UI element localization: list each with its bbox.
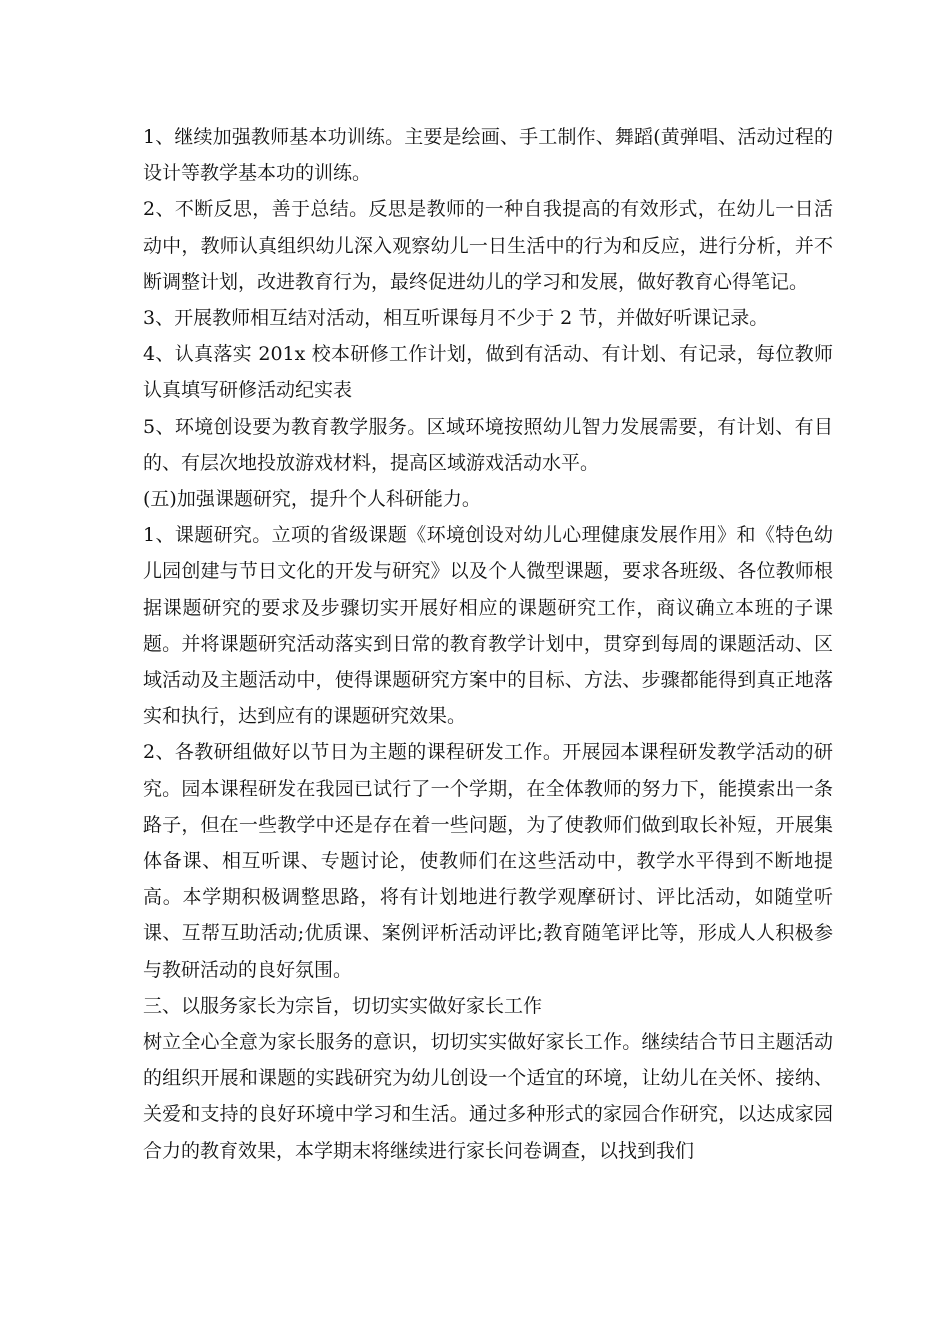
- section-heading-research: (五)加强课题研究，提升个人科研能力。: [143, 488, 481, 511]
- paragraph-school-research-plan: 4、认真落实 201x 校本研修工作计划，做到有活动、有计划、有记录，每位教师认真填写研修活动纪实表: [143, 343, 833, 402]
- paragraph-teacher-skills-training: 1、继续加强教师基本功训练。主要是绘画、手工制作、舞蹈(黄弹唱、活动过程的设计等教学基本功的训练。: [143, 126, 833, 185]
- paragraph-parent-work: 树立全心全意为家长服务的意识，切切实实做好家长工作。继续结合节日主题活动的组织开展和课题的实践研究为幼儿创设一个适宜的环境，让幼儿在关怀、接纳、关爱和支持的良好环境中学习和生活。通过多种形式的家园合作研究，以达成家园合力的教育效果，本学期末将继续进行家长问卷调查，以找到我们: [143, 1031, 833, 1162]
- paragraph-peer-pairing: 3、开展教师相互结对活动，相互听课每月不少于 2 节，并做好听课记录。: [143, 307, 769, 330]
- section-heading-parent-service: 三、以服务家长为宗旨，切切实实做好家长工作: [143, 994, 543, 1017]
- paragraph-reflection-summary: 2、不断反思，善于总结。反思是教师的一种自我提高的有效形式，在幼儿一日活动中，教师认真组织幼儿深入观察幼儿一日生活中的行为和反应，进行分析，并不断调整计划，改进教育行为，最终促进幼儿的学习和发展，做好教育心得笔记。: [143, 198, 833, 293]
- document-body: [143, 119, 833, 1169]
- paragraph-topic-research: 1、课题研究。立项的省级课题《环境创设对幼儿心理健康发展作用》和《特色幼儿园创建与节日文化的开发与研究》以及个人微型课题，要求各班级、各位教师根据课题研究的要求及步骤切实开展好相应的课题研究工作，商议确立本班的子课题。并将课题研究活动落实到日常的教育教学计划中，贯穿到每周的课题活动、区域活动及主题活动中，使得课题研究方案中的目标、方法、步骤都能得到真正地落实和执行，达到应有的课题研究效果。: [143, 524, 833, 728]
- paragraph-environment-creation: 5、环境创设要为教育教学服务。区域环境按照幼儿智力发展需要，有计划、有目的、有层次地投放游戏材料，提高区域游戏活动水平。: [143, 415, 833, 474]
- paragraph-curriculum-development: 2、各教研组做好以节日为主题的课程研发工作。开展园本课程研发教学活动的研究。园本课程研发在我园已试行了一个学期，在全体教师的努力下，能摸索出一条路子，但在一些教学中还是存在着一些问题，为了使教师们做到取长补短，开展集体备课、相互听课、专题讨论，使教师们在这些活动中，教学水平得到不断地提高。本学期积极调整思路，将有计划地进行教学观摩研讨、评比活动，如随堂听课、互帮互助活动;优质课、案例评析活动评比;教育随笔评比等，形成人人积极参与教研活动的良好氛围。: [143, 741, 833, 981]
